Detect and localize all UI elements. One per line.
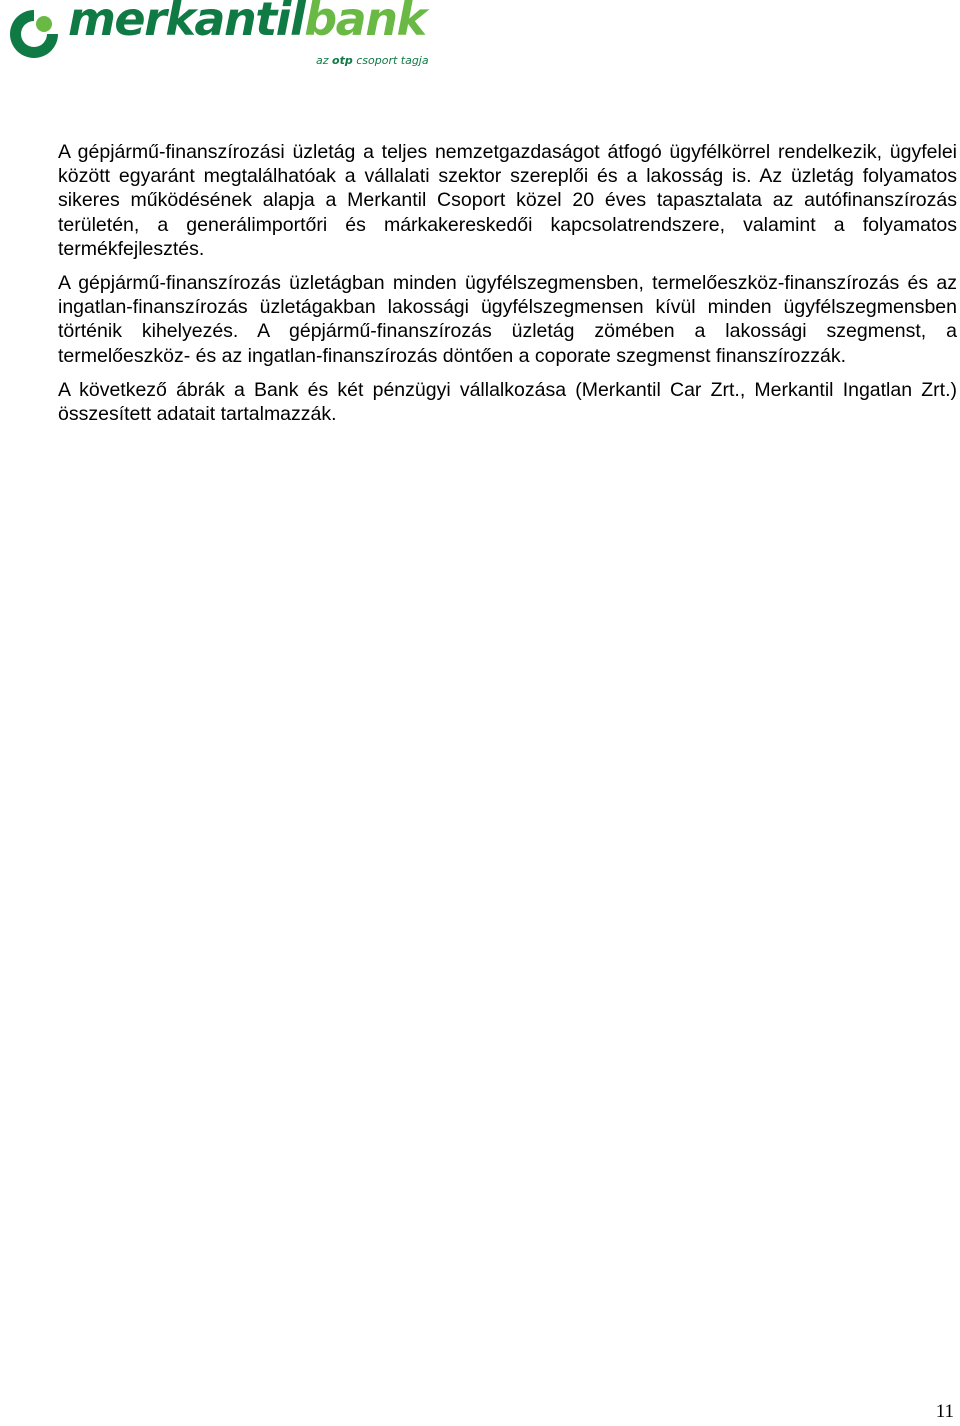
logo-tagline bbox=[316, 54, 429, 67]
paragraph-segments: A gépjármű-finanszírozás üzletágban minden ügyfélszegmensben, termelőeszköz-finanszírozás és az ingatlan-finanszírozás üzletágakban lakossági ügyfélszegmensen kívül minden ügyfélszegmensben történik kihelyezés. A gépjármű-finanszírozás üzletág zömében a lakossági szegmenst, a termelőeszköz- és az ingatlan-finanszírozás döntően a coporate szegmenst finanszírozzák. bbox=[58, 272, 957, 367]
paragraph-auto-finance: A gépjármű-finanszírozási üzletág a teljes nemzetgazdaságot átfogó ügyfélkörrel rendelkezik, ügyfelei között egyaránt megtalálhatóak a vállalati szektor szereplői és a lakosság is. Az üzletág folyamatos sikeres működésének alapja a Merkantil Csoport közel 20 éves tapasztalata az autófinanszírozás területén, a generálimportőri és márkakereskedői kapcsolatrendszere, valamint a folyamatos termékfejlesztés. bbox=[58, 141, 957, 260]
paragraph-figures-intro: A következő ábrák a Bank és két pénzügyi vállalkozása (Merkantil Car Zrt., Merkantil Ingatlan Zrt.) összesített adatait tartalmazzák. bbox=[58, 378, 957, 426]
logo-tagline-suffix: csoport tagja bbox=[356, 54, 429, 67]
logo-wordmark-bank: bank bbox=[304, 0, 426, 46]
logo-wordmark-merkantil: merkantil bbox=[68, 0, 305, 46]
document-body bbox=[58, 140, 957, 436]
logo-tagline-prefix: az bbox=[316, 54, 329, 67]
logo-wordmark bbox=[68, 0, 426, 46]
page-number: 11 bbox=[935, 1401, 954, 1422]
logo-tagline-brand: otp bbox=[332, 54, 353, 67]
merkantilbank-logo bbox=[4, 2, 444, 72]
merkantil-logo-mark-icon bbox=[4, 4, 64, 64]
